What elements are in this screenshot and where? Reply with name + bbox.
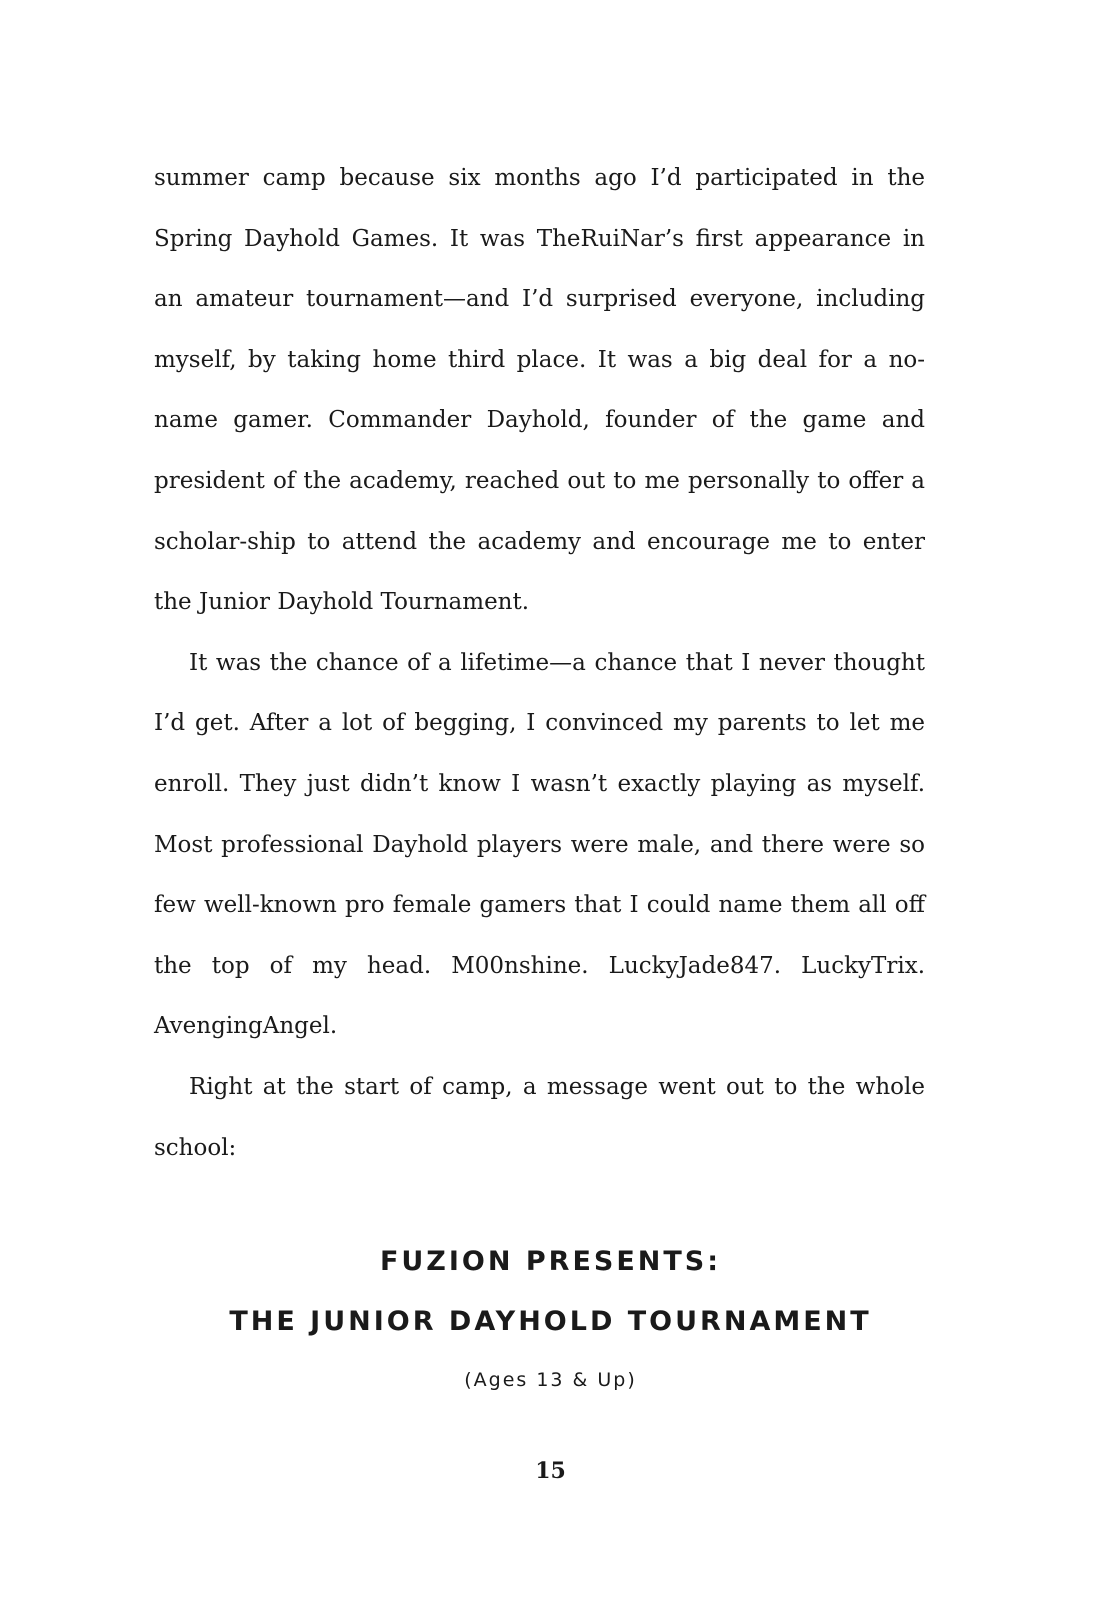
body-text (154, 148, 925, 1178)
paragraph-3: Right at the start of camp, a message went out to the whole school: (154, 1073, 925, 1161)
announcement-subtitle: (Ages 13 & Up) (464, 1369, 637, 1391)
paragraph-1: summer camp because six months ago I’d participated in the Spring Dayhold Games. It was TheRuiNar’s first appearance in an amateur tournament—and I’d surprised everyone, including myself, by taking home third place. It was a big deal for a no-name gamer. Commander Dayhold, founder of the game and president of the academy, reached out to me personally to offer a scholar-ship to attend the academy and encourage me to enter the Junior Dayhold Tournament. (154, 165, 925, 616)
announcement-heading: FUZION PRESENTS: (379, 1246, 722, 1277)
announcement-title: THE JUNIOR DAYHOLD TOURNAMENT (229, 1306, 872, 1337)
paragraph-2: It was the chance of a lifetime—a chance that I never thought I’d get. After a lot of begging, I convinced my parents to let me enroll. They just didn’t know I wasn’t exactly playing as myself. Most professional Dayhold players were male, and there were so few well-known pro female gamers that I could name them all off the top of my head. M00nshine. LuckyJade847. LuckyTrix. AvengingAngel. (154, 649, 925, 1040)
tournament-announcement (0, 1232, 1101, 1400)
page-number: 15 (535, 1458, 566, 1484)
